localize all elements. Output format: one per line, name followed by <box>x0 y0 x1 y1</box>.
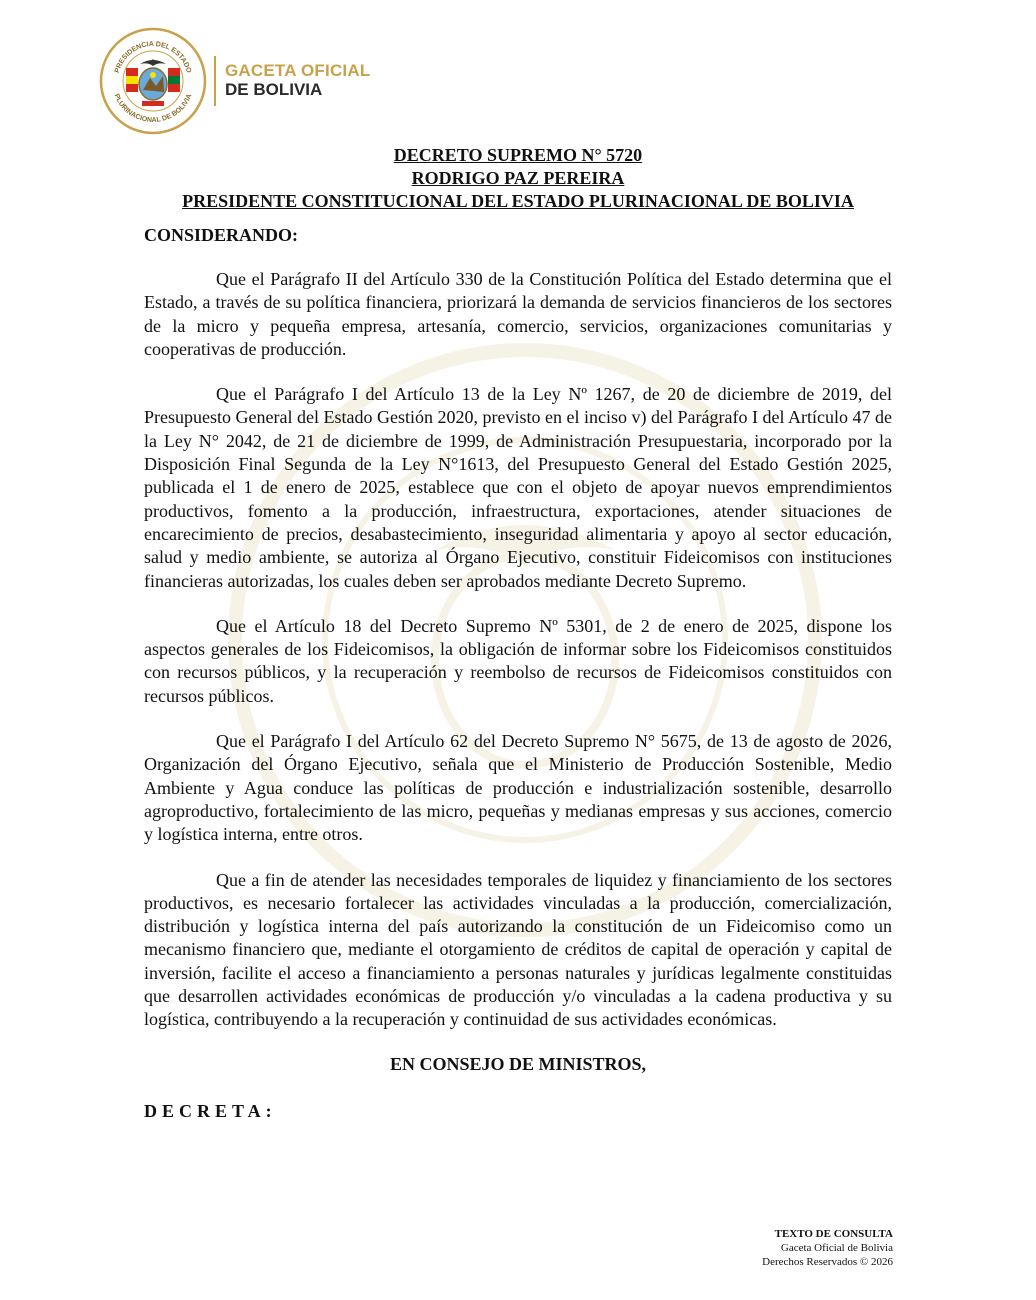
decree-document <box>144 144 892 1122</box>
header-divider <box>214 56 216 106</box>
brand-line-2: DE BOLIVIA <box>225 80 323 99</box>
decreta-heading: DECRETA: <box>144 1100 277 1121</box>
paragraph-1: Que el Parágrafo II del Artículo 330 de la Constitución Política del Estado determina que el Estado, a través de su política financiera, priorizará la demanda de servicios financieros de los sectores de la micro y pequeña empresa, artesanía, comercio, servicios, organizaciones comunitarias y cooperativas de producción. <box>144 269 892 359</box>
decree-number: DECRETO SUPREMO N° 5720 <box>393 145 643 165</box>
paragraph-5: Que a fin de atender las necesidades temporales de liquidez y financiamiento de los sectores productivos, es necesario fortalecer las actividades vinculadas a la producción, comercialización, distribución y logística interna del país autorizando la constitución de un Fideicomiso como un mecanismo financiero que, mediante el otorgamiento de créditos de capital de operación y capital de inversión, facilite el acceso a financiamiento a personas naturales y jurídicas legalmente constituidas que desarrollen actividades económicas de producción y/o vinculadas a la cadena productiva y su logística, contribuyendo a la recuperación y continuidad de sus actividades económicas. <box>144 869 892 1030</box>
considerando-heading: CONSIDERANDO: <box>144 225 299 245</box>
consejo-heading: EN CONSEJO DE MINISTROS, <box>389 1053 647 1074</box>
paragraph-3: Que el Artículo 18 del Decreto Supremo Nº 5301, de 2 de enero de 2025, dispone los aspectos generales de los Fideicomisos, la obligación de informar sobre los Fideicomisos constituidos con recursos públicos, y la recuperación y reembolso de recursos de Fideicomisos constituidos con recursos públicos. <box>144 615 892 706</box>
footer-notice <box>762 1227 893 1269</box>
president-title: PRESIDENTE CONSTITUCIONAL DEL ESTADO PLURINACIONAL DE BOLIVIA <box>182 191 854 211</box>
paragraph-2: Que el Parágrafo I del Artículo 13 de la Ley Nº 1267, de 20 de diciembre de 2019, del Presupuesto General del Estado Gestión 2020, previsto en el inciso v) del Parágrafo I del Artículo 47 de la Ley N° 2042, de 21 de diciembre de 1999, de Administración Presupuestaria, incorporado por la Disposición Final Segunda de la Ley N°1613, del Presupuesto General del Estado Gestión 2025, publicada el 1 de enero de 2025, establece que con el objeto de apoyar nuevos emprendimientos productivos, fomento a la producción, infraestructura, exportaciones, atender situaciones de encarecimiento de precios, desabastecimiento, inseguridad alimentaria y apoyo al sector educación, salud y medio ambiente, se autoriza al Órgano Ejecutivo, constituir Fideicomisos con instituciones financieras autorizadas, los cuales deben ser aprobados mediante Decreto Supremo. <box>144 384 892 591</box>
seal-text-bottom: PLURINACIONAL DE BOLIVIA <box>112 93 194 125</box>
paragraph-4: Que el Parágrafo I del Artículo 62 del Decreto Supremo N° 5675, de 13 de agosto de 2026, Organización del Órgano Ejecutivo, señala que el Ministerio de Producción Sostenible, Medio Ambiente y Agua conduce las políticas de producción e industrialización sostenible, desarrollo agroproductivo, fortalecimiento de las micro, pequeñas y medianas empresas y sus acciones, comercio y logística interna, entre otros. <box>144 731 892 845</box>
gaceta-header <box>98 26 398 136</box>
brand-line-1: GACETA OFICIAL <box>225 61 371 80</box>
president-name: RODRIGO PAZ PEREIRA <box>411 168 625 188</box>
footer-line-2: Gaceta Oficial de Bolivia <box>780 1242 893 1254</box>
seal-text-top: PRESIDENCIA DEL ESTADO <box>113 40 193 74</box>
brand-name <box>225 61 370 99</box>
footer-line-3: Derechos Reservados © 2026 <box>762 1256 893 1268</box>
decree-title <box>144 144 892 213</box>
bolivia-seal-icon <box>98 26 208 136</box>
footer-line-1: TEXTO DE CONSULTA <box>774 1228 893 1240</box>
